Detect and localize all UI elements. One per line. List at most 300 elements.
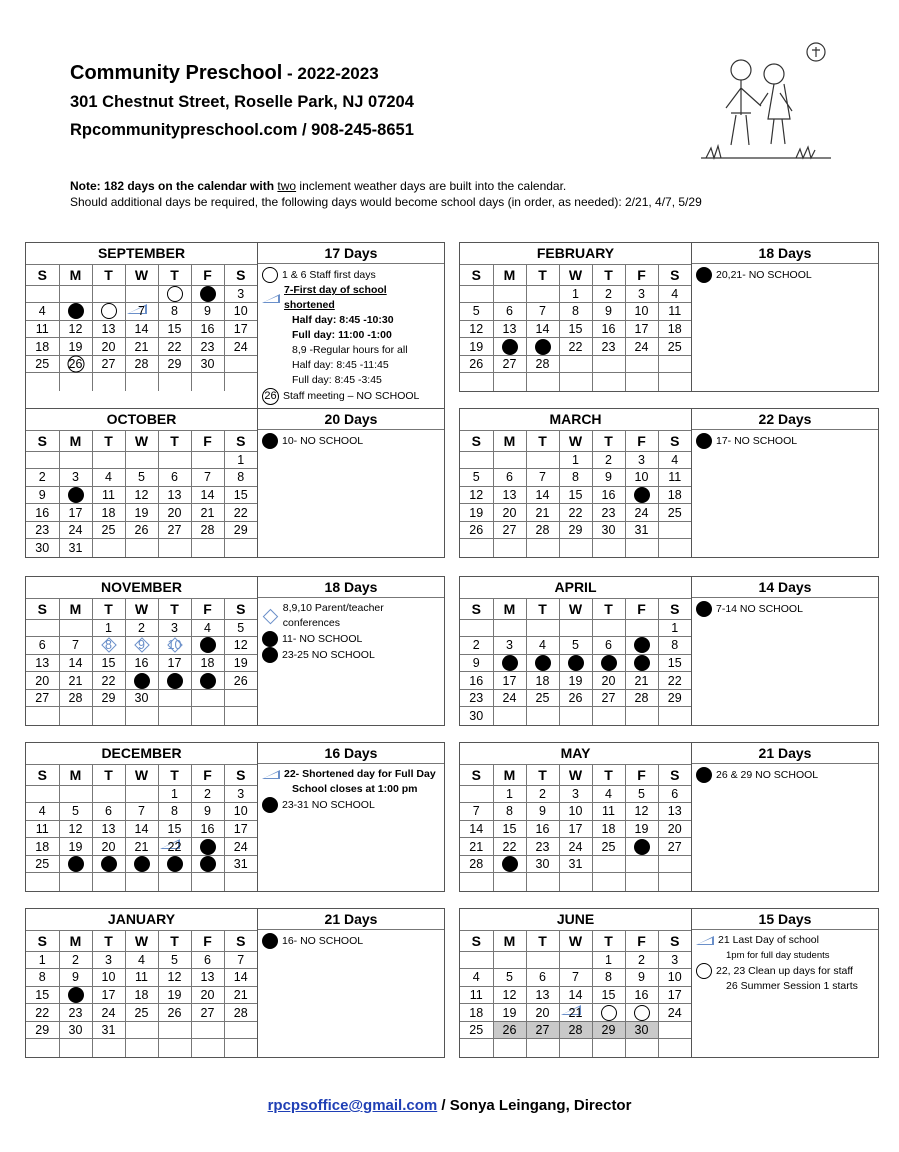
empty-cell — [224, 1039, 257, 1057]
day-cell: 27 — [526, 1021, 559, 1039]
no-school-dot-icon — [634, 655, 650, 671]
day-cell: 30 — [59, 1021, 92, 1039]
day-cell — [625, 1004, 658, 1022]
empty-cell — [26, 619, 59, 637]
school-days-count: 20 Days — [258, 409, 444, 430]
day-cell: 5 — [625, 785, 658, 803]
empty-cell — [625, 873, 658, 891]
day-cell: 28 — [559, 1021, 592, 1039]
day-cell: 27 — [493, 355, 526, 373]
day-cell: 19 — [125, 504, 158, 522]
triangle-flag-icon — [262, 294, 280, 303]
day-cell: 19 — [59, 838, 92, 856]
day-cell — [625, 654, 658, 672]
month-block-may — [459, 742, 879, 892]
day-cell: 20 — [92, 838, 125, 856]
day-cell: 25 — [125, 1004, 158, 1022]
day-cell: 6 — [592, 637, 625, 655]
day-cell: 19 — [460, 504, 493, 522]
weekday-header: M — [59, 430, 92, 451]
day-cell: 14 — [125, 820, 158, 838]
day-cell: 16 — [592, 320, 625, 338]
day-cell: 20 — [592, 672, 625, 690]
month-name: DECEMBER — [26, 743, 257, 764]
empty-cell — [625, 355, 658, 373]
no-school-dot-icon — [601, 655, 617, 671]
day-cell: 25 — [92, 521, 125, 539]
weekday-header: M — [493, 764, 526, 785]
day-cell: 6 — [191, 951, 224, 969]
empty-cell — [625, 855, 658, 873]
note-line: 7-14 NO SCHOOL — [696, 601, 874, 617]
day-cell: 29 — [658, 689, 691, 707]
weekday-header: T — [158, 764, 191, 785]
month-name: JUNE — [460, 909, 691, 930]
month-grid — [460, 909, 692, 1057]
empty-cell — [526, 951, 559, 969]
school-days-count: 21 Days — [258, 909, 444, 930]
day-cell: 12 — [460, 320, 493, 338]
day-cell: 13 — [92, 820, 125, 838]
empty-cell — [460, 373, 493, 391]
day-cell: 5 — [559, 637, 592, 655]
day-cell: 27 — [592, 689, 625, 707]
month-grid — [26, 577, 258, 725]
day-cell: 7 — [191, 469, 224, 487]
weekday-header: S — [26, 264, 59, 285]
day-cell — [158, 285, 191, 303]
empty-cell — [460, 539, 493, 557]
day-cell — [191, 838, 224, 856]
empty-cell — [92, 873, 125, 891]
month-notes — [258, 264, 444, 408]
day-cell: 15 — [158, 320, 191, 338]
day-cell: 6 — [92, 803, 125, 821]
day-cell: 10 — [559, 803, 592, 821]
month-grid — [26, 409, 258, 557]
day-cell — [592, 1004, 625, 1022]
empty-cell — [59, 785, 92, 803]
day-cell: 7 — [125, 803, 158, 821]
empty-cell — [191, 451, 224, 469]
weekday-header: T — [592, 764, 625, 785]
day-cell: 21 — [125, 838, 158, 856]
day-cell: 26 — [460, 521, 493, 539]
day-cell: 9 — [592, 469, 625, 487]
note-line: Half day: 8:45 -10:30 — [292, 314, 394, 326]
weekday-header: T — [592, 264, 625, 285]
empty-cell — [658, 707, 691, 725]
month-name: OCTOBER — [26, 409, 257, 430]
no-school-dot-icon — [696, 767, 712, 783]
empty-cell — [592, 855, 625, 873]
note-line: 7-First day of school shortened — [262, 283, 440, 313]
day-cell: 29 — [224, 521, 257, 539]
weekday-header: F — [191, 264, 224, 285]
day-cell: 11 — [592, 803, 625, 821]
day-cell: 1 — [92, 619, 125, 637]
empty-cell — [92, 1039, 125, 1057]
month-grid — [26, 243, 258, 408]
day-cell: 24 — [625, 504, 658, 522]
month-info — [258, 743, 444, 891]
day-cell: 19 — [625, 820, 658, 838]
empty-cell — [526, 451, 559, 469]
empty-cell — [92, 285, 125, 303]
day-cell — [559, 654, 592, 672]
no-school-dot-icon — [167, 856, 183, 872]
note-line: 26 Summer Session 1 starts — [726, 980, 858, 992]
day-cell: 26 — [460, 355, 493, 373]
day-cell — [191, 285, 224, 303]
day-cell: 4 — [526, 637, 559, 655]
empty-cell — [658, 355, 691, 373]
school-days-count: 17 Days — [258, 243, 444, 264]
month-info — [692, 243, 878, 391]
no-school-dot-icon — [568, 655, 584, 671]
no-school-dot-icon — [535, 339, 551, 355]
day-cell: 18 — [92, 504, 125, 522]
empty-cell — [59, 285, 92, 303]
no-school-dot-icon — [68, 303, 84, 319]
day-cell: 11 — [658, 469, 691, 487]
day-cell: 28 — [125, 355, 158, 373]
weekday-header: S — [224, 598, 257, 619]
month-info — [692, 743, 878, 891]
weekday-header: F — [191, 930, 224, 951]
day-cell: 18 — [26, 338, 59, 356]
day-cell: 26 — [158, 1004, 191, 1022]
empty-cell — [460, 451, 493, 469]
day-cell: 30 — [460, 707, 493, 725]
footer: rpcpsoffice@gmail.com / Sonya Leingang, Director — [267, 1097, 632, 1114]
day-cell: 23 — [460, 689, 493, 707]
empty-cell — [658, 873, 691, 891]
note-line: 10- NO SCHOOL — [262, 433, 440, 449]
day-cell — [59, 855, 92, 873]
day-cell: 29 — [92, 689, 125, 707]
note-line: Full day: 11:00 -1:00 — [292, 329, 392, 341]
day-cell: 16 — [191, 320, 224, 338]
day-cell: 22 — [658, 672, 691, 690]
no-school-dot-icon — [68, 856, 84, 872]
weekday-header: W — [125, 264, 158, 285]
day-cell: 5 — [460, 303, 493, 321]
day-cell: 7 — [460, 803, 493, 821]
day-cell: 28 — [224, 1004, 257, 1022]
day-cell: 26 — [59, 355, 92, 373]
weekday-header: S — [224, 764, 257, 785]
weekday-header: T — [158, 598, 191, 619]
day-cell: 1 — [592, 951, 625, 969]
day-cell: 21 — [224, 986, 257, 1004]
day-cell — [158, 855, 191, 873]
empty-cell — [26, 1039, 59, 1057]
empty-cell — [526, 539, 559, 557]
day-cell: 20 — [493, 504, 526, 522]
day-cell: 6 — [493, 303, 526, 321]
day-cell — [92, 855, 125, 873]
weekday-header: T — [92, 430, 125, 451]
empty-cell — [493, 451, 526, 469]
day-cell: 4 — [658, 285, 691, 303]
weekday-header: M — [59, 264, 92, 285]
weekday-header: W — [559, 930, 592, 951]
month-info — [258, 577, 444, 725]
month-name: APRIL — [460, 577, 691, 598]
weekday-header: T — [592, 930, 625, 951]
day-cell: 10 — [625, 469, 658, 487]
day-cell: 8 — [559, 469, 592, 487]
day-cell: 14 — [526, 320, 559, 338]
empty-cell — [625, 539, 658, 557]
empty-cell — [224, 1021, 257, 1039]
empty-cell — [559, 873, 592, 891]
empty-cell — [125, 873, 158, 891]
day-cell: 22 — [26, 1004, 59, 1022]
day-cell: 20 — [526, 1004, 559, 1022]
day-cell: 13 — [658, 803, 691, 821]
day-cell: 11 — [658, 303, 691, 321]
day-cell: 29 — [592, 1021, 625, 1039]
day-cell: 1 — [658, 619, 691, 637]
empty-cell — [526, 285, 559, 303]
day-cell: 12 — [59, 820, 92, 838]
weekday-header: W — [125, 598, 158, 619]
day-cell: 5 — [460, 469, 493, 487]
weekday-header: S — [658, 930, 691, 951]
weekday-header: T — [592, 598, 625, 619]
empty-cell — [191, 1021, 224, 1039]
day-cell: 16 — [625, 986, 658, 1004]
day-cell: 12 — [158, 969, 191, 987]
day-cell: 4 — [191, 619, 224, 637]
month-block-april — [459, 576, 879, 726]
weekday-header: M — [493, 598, 526, 619]
note-line: 1 & 6 Staff first days — [262, 267, 440, 283]
note-line: 20,21- NO SCHOOL — [696, 267, 874, 283]
weekday-header: T — [526, 598, 559, 619]
weekday-header: F — [191, 598, 224, 619]
month-info — [258, 909, 444, 1057]
weekday-header: S — [26, 430, 59, 451]
day-cell: 13 — [92, 320, 125, 338]
no-school-dot-icon — [634, 637, 650, 653]
day-cell: 19 — [224, 654, 257, 672]
day-cell: 9 — [59, 969, 92, 987]
weekday-header: T — [526, 930, 559, 951]
day-cell: 4 — [658, 451, 691, 469]
note-line: 17- NO SCHOOL — [696, 433, 874, 449]
empty-cell — [125, 451, 158, 469]
empty-cell — [224, 873, 257, 891]
note-line: 11- NO SCHOOL — [262, 631, 440, 647]
day-cell: 28 — [460, 855, 493, 873]
no-school-dot-icon — [200, 637, 216, 653]
empty-cell — [559, 951, 592, 969]
empty-cell — [125, 785, 158, 803]
weekday-header: S — [460, 764, 493, 785]
note-line: 22, 23 Clean up days for staff — [696, 963, 874, 979]
weekday-header: S — [460, 264, 493, 285]
weekday-header: M — [493, 430, 526, 451]
day-cell: 14 — [224, 969, 257, 987]
day-cell: 18 — [526, 672, 559, 690]
weekday-header: F — [625, 264, 658, 285]
weekday-header: T — [526, 430, 559, 451]
empty-cell — [658, 373, 691, 391]
day-cell: 12 — [625, 803, 658, 821]
day-cell: 21 — [526, 504, 559, 522]
day-cell: 8 — [224, 469, 257, 487]
day-cell: 10 — [224, 303, 257, 321]
day-cell: 23 — [526, 838, 559, 856]
empty-cell — [460, 785, 493, 803]
day-cell — [125, 672, 158, 690]
weekday-header: S — [658, 264, 691, 285]
empty-cell — [92, 373, 125, 391]
day-cell: 19 — [460, 338, 493, 356]
weekday-header: S — [658, 764, 691, 785]
day-cell: 15 — [559, 320, 592, 338]
day-cell: 9 — [125, 637, 158, 655]
month-info — [258, 409, 444, 557]
empty-cell — [158, 689, 191, 707]
day-cell: 14 — [460, 820, 493, 838]
empty-cell — [592, 619, 625, 637]
empty-cell — [658, 1021, 691, 1039]
empty-cell — [158, 1039, 191, 1057]
day-cell: 15 — [493, 820, 526, 838]
day-cell: 30 — [625, 1021, 658, 1039]
day-cell: 15 — [158, 820, 191, 838]
day-cell: 3 — [493, 637, 526, 655]
triangle-flag-icon — [696, 936, 714, 945]
month-block-september — [25, 242, 445, 409]
day-cell: 29 — [559, 521, 592, 539]
day-cell: 5 — [59, 803, 92, 821]
no-school-dot-icon — [262, 797, 278, 813]
empty-cell — [526, 873, 559, 891]
empty-cell — [592, 1039, 625, 1057]
day-cell: 8 — [493, 803, 526, 821]
weekday-header: S — [460, 430, 493, 451]
day-cell: 16 — [526, 820, 559, 838]
empty-cell — [493, 951, 526, 969]
no-school-dot-icon — [634, 487, 650, 503]
month-name: JANUARY — [26, 909, 257, 930]
day-cell: 8 — [92, 637, 125, 655]
day-cell: 28 — [526, 521, 559, 539]
day-cell: 19 — [493, 1004, 526, 1022]
day-cell: 8 — [26, 969, 59, 987]
empty-cell — [493, 373, 526, 391]
empty-cell — [224, 355, 257, 373]
weekday-header: S — [460, 598, 493, 619]
open-circle-icon — [696, 963, 712, 979]
school-days-count: 22 Days — [692, 409, 878, 430]
day-cell: 8 — [158, 303, 191, 321]
day-cell: 28 — [191, 521, 224, 539]
day-cell: 17 — [493, 672, 526, 690]
empty-cell — [592, 873, 625, 891]
weekday-header: W — [559, 764, 592, 785]
empty-cell — [559, 707, 592, 725]
month-block-november — [25, 576, 445, 726]
no-school-dot-icon — [200, 673, 216, 689]
day-cell: 2 — [526, 785, 559, 803]
day-cell: 3 — [92, 951, 125, 969]
empty-cell — [125, 707, 158, 725]
day-cell: 2 — [625, 951, 658, 969]
empty-cell — [191, 707, 224, 725]
empty-cell — [26, 373, 59, 391]
no-school-dot-icon — [101, 856, 117, 872]
month-notes — [692, 430, 878, 452]
empty-cell — [26, 873, 59, 891]
empty-cell — [125, 285, 158, 303]
month-notes — [258, 430, 444, 452]
empty-cell — [125, 373, 158, 391]
day-cell — [625, 637, 658, 655]
empty-cell — [493, 285, 526, 303]
day-cell: 6 — [658, 785, 691, 803]
empty-cell — [526, 1039, 559, 1057]
day-cell: 31 — [559, 855, 592, 873]
day-cell — [493, 654, 526, 672]
empty-cell — [625, 619, 658, 637]
note-line: Full day: 8:45 -3:45 — [292, 374, 382, 386]
empty-cell — [493, 539, 526, 557]
empty-cell — [158, 451, 191, 469]
day-cell: 13 — [158, 486, 191, 504]
empty-cell — [26, 785, 59, 803]
no-school-dot-icon — [502, 339, 518, 355]
note-line: 22- Shortened day for Full Day — [262, 767, 440, 782]
month-notes — [692, 598, 878, 620]
day-cell: 5 — [493, 969, 526, 987]
day-cell: 22 — [158, 338, 191, 356]
no-school-dot-icon — [68, 987, 84, 1003]
day-cell: 13 — [493, 486, 526, 504]
header — [70, 60, 414, 143]
weekday-header: S — [658, 430, 691, 451]
day-cell: 27 — [158, 521, 191, 539]
empty-cell — [625, 373, 658, 391]
day-cell: 13 — [493, 320, 526, 338]
day-cell: 14 — [125, 320, 158, 338]
empty-cell — [26, 285, 59, 303]
day-cell: 18 — [658, 486, 691, 504]
email-link[interactable]: rpcpsoffice@gmail.com — [267, 1097, 438, 1114]
month-block-march — [459, 408, 879, 558]
no-school-dot-icon — [134, 673, 150, 689]
day-cell: 25 — [26, 855, 59, 873]
day-cell: 3 — [625, 451, 658, 469]
empty-cell — [191, 1039, 224, 1057]
day-cell: 20 — [158, 504, 191, 522]
day-cell — [92, 303, 125, 321]
day-cell: 22 — [493, 838, 526, 856]
day-cell: 3 — [59, 469, 92, 487]
day-cell: 25 — [526, 689, 559, 707]
day-cell: 1 — [224, 451, 257, 469]
empty-cell — [158, 539, 191, 557]
day-cell — [125, 855, 158, 873]
empty-cell — [224, 373, 257, 391]
weekday-header: T — [592, 430, 625, 451]
day-cell: 3 — [658, 951, 691, 969]
